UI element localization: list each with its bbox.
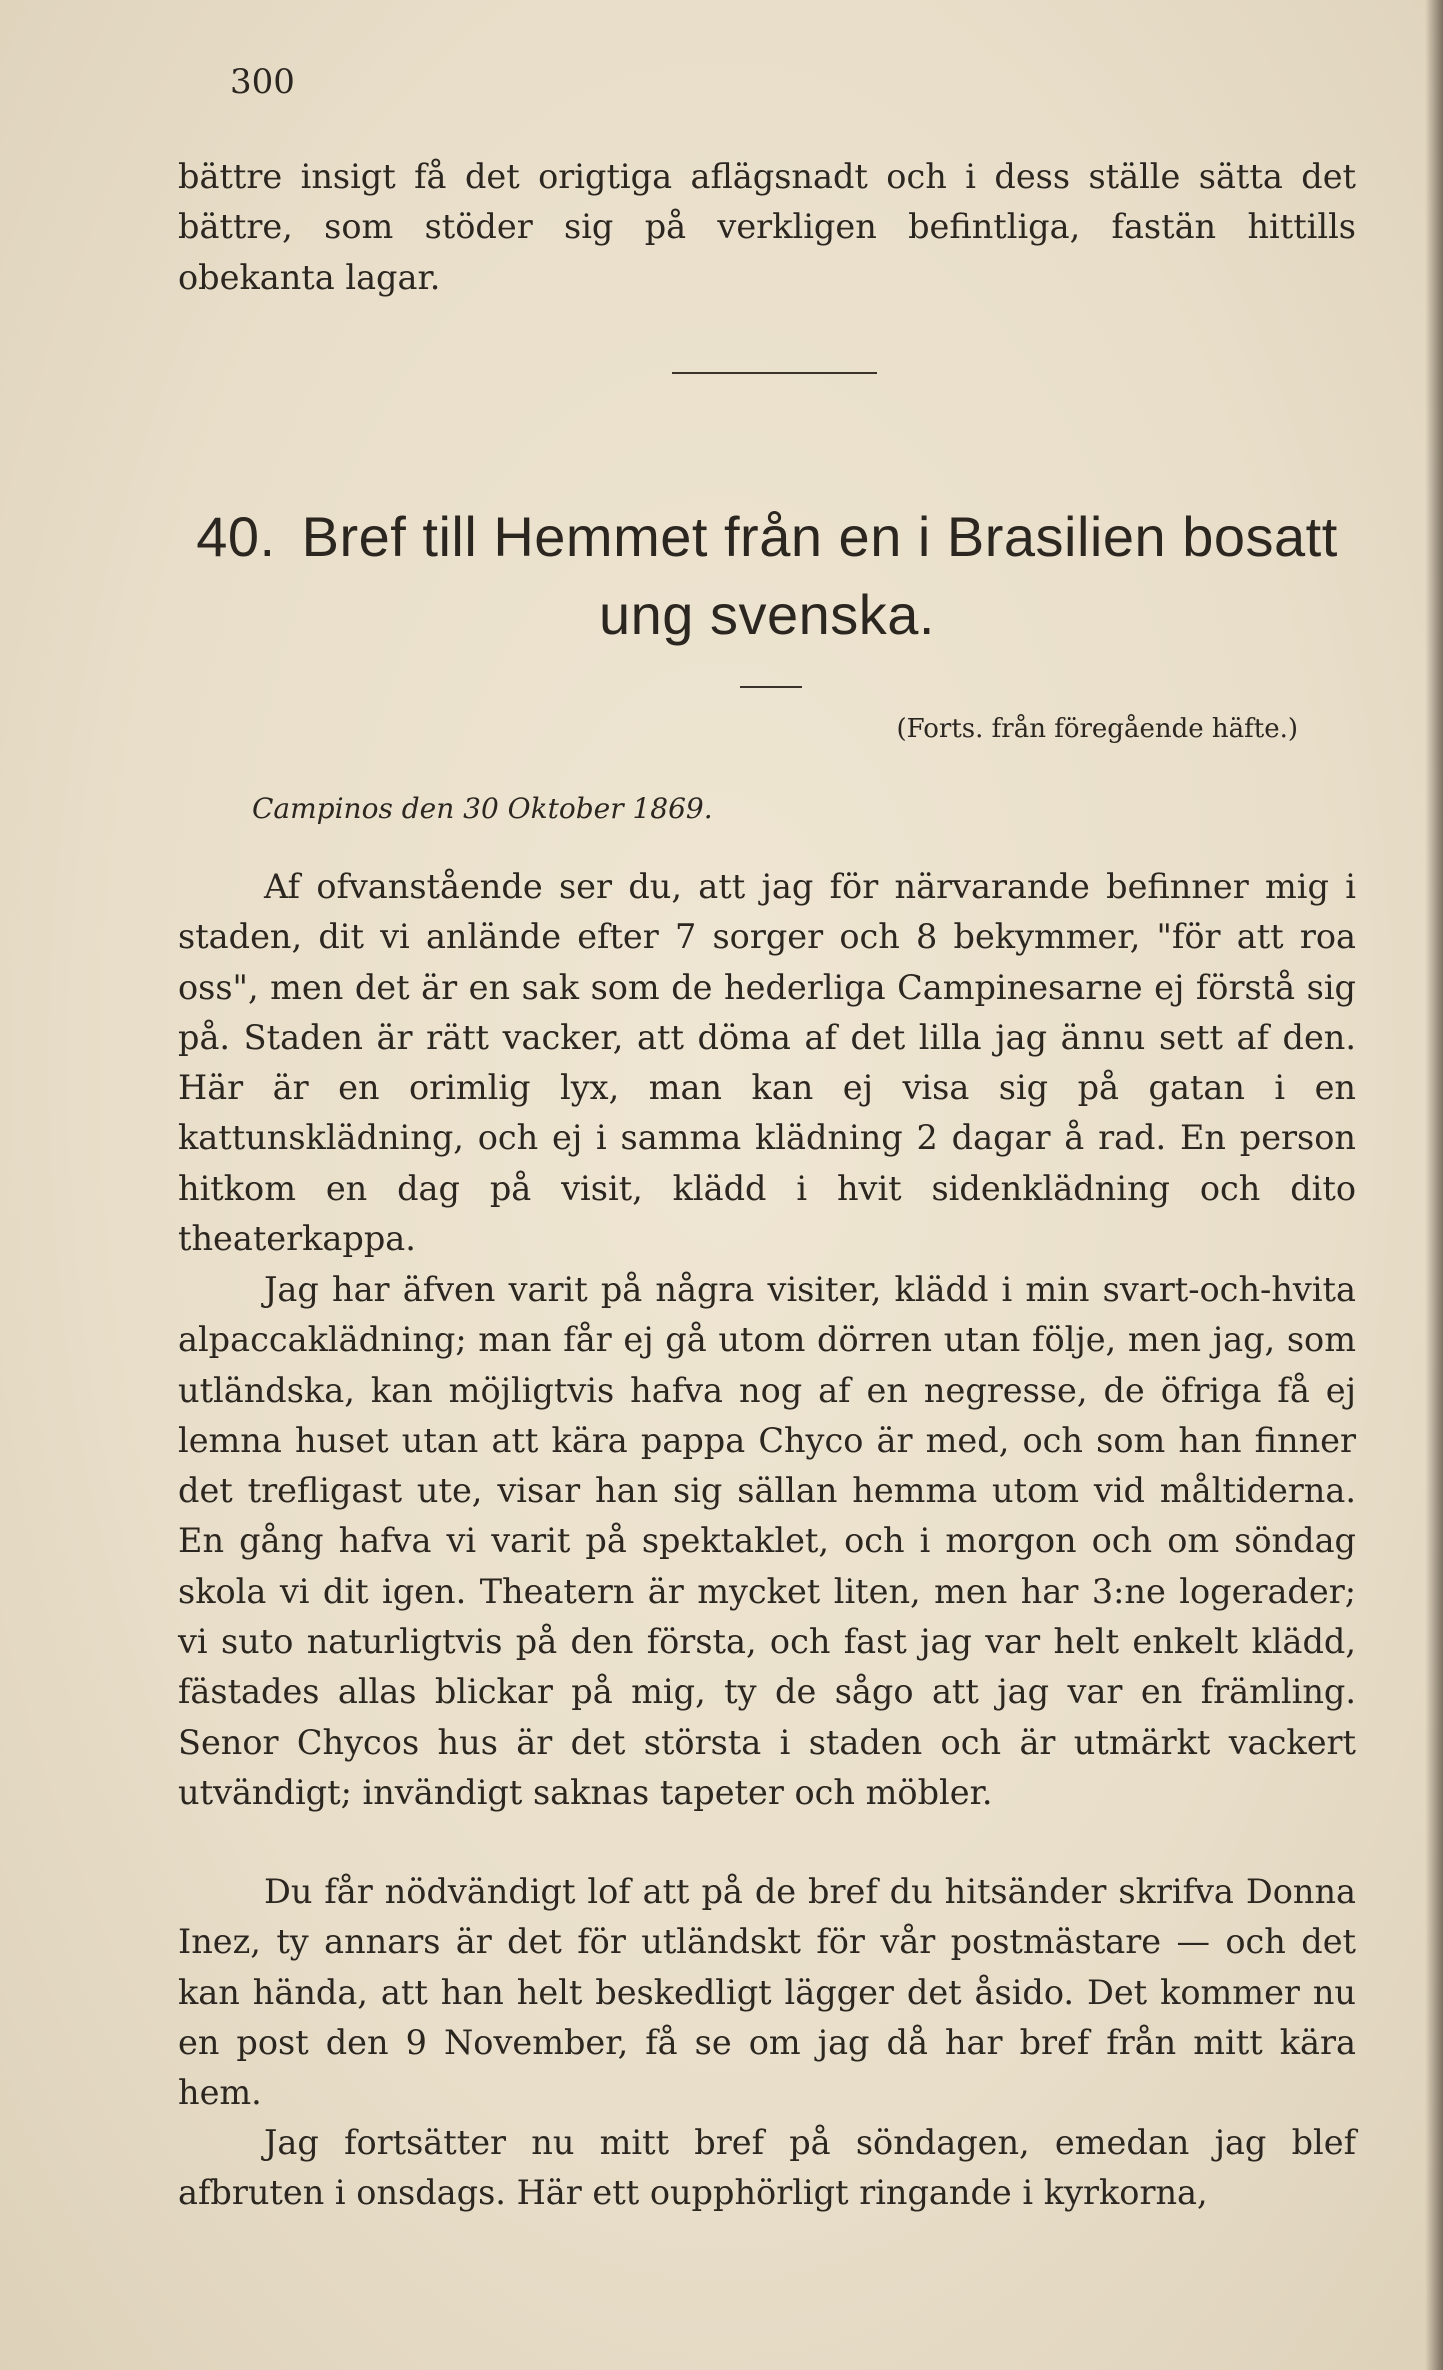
letter-dateline: Campinos den 30 Oktober 1869.	[252, 792, 713, 825]
intro-paragraph: bättre insigt få det origtiga aflägsnadt och i dess ställe sätta det bättre, som stöder sig på verkligen befintliga, fastän hittills obekanta lagar.	[178, 157, 1356, 297]
letter-paragraph-1: Af ofvanstående ser du, att jag för närvarande befinner mig i staden, dit vi anlände efter 7 sorger och 8 bekymmer, "för att roa oss", men det är en sak som de hederliga Campinesarne ej förstå sig på. Staden är rätt vacker, att döma af det lilla jag ännu sett af den. Här är en orimlig lyx, man kan ej visa sig på gatan i en kattunsklädning, och ej i samma klädning 2 dagar å rad. En person hitkom en dag på visit, klädd i hvit sidenklädning och dito theaterkappa.	[178, 867, 1356, 1259]
section-number: 40.	[196, 505, 276, 568]
letter-paragraph-2: Jag har äfven varit på några visiter, klädd i min svart-och-hvita alpaccaklädning; man får ej gå utom dörren utan följe, men jag, som utländska, kan möjligtvis hafva nog af en negresse, de öfriga få ej lemna huset utan att kära pappa Chyco är med, och som han finner det trefligast ute, visar han sig sällan hemma utom vid måltiderna. En gång hafva vi varit på spektaklet, och i morgon och om söndag skola vi dit igen. Theatern är mycket liten, men har 3:ne logerader; vi suto naturligtvis på den första, och fast jag var helt enkelt klädd, fästades allas blickar på mig, ty de sågo att jag var en främling. Senor Chycos hus är det största i staden och är utmärkt vackert utvändigt; invändigt saknas tapeter och möbler.	[178, 1270, 1356, 1812]
binding-shadow	[1425, 0, 1443, 2370]
continuation-note: (Forts. från föregående häfte.)	[896, 714, 1298, 744]
section-divider	[672, 372, 877, 374]
section-title: Bref till Hemmet från en i Brasilien bosatt ung svenska.	[301, 505, 1338, 646]
letter-paragraph-3: Du får nödvändigt lof att på de bref du hitsänder skrifva Donna Inez, ty annars är det för utländskt för vår postmästare — och det kan hända, att han helt beskedligt lägger det åsido. Det kommer nu en post den 9 November, få se om jag då har bref från mitt kära hem.	[178, 1872, 1356, 2113]
page-number: 300	[230, 62, 295, 102]
letter-paragraph-4: Jag fortsätter nu mitt bref på söndagen, emedan jag blef afbruten i onsdags. Här ett oupphörligt ringande i kyrkorna,	[178, 2123, 1356, 2213]
section-heading	[178, 498, 1356, 654]
title-divider	[740, 686, 802, 688]
